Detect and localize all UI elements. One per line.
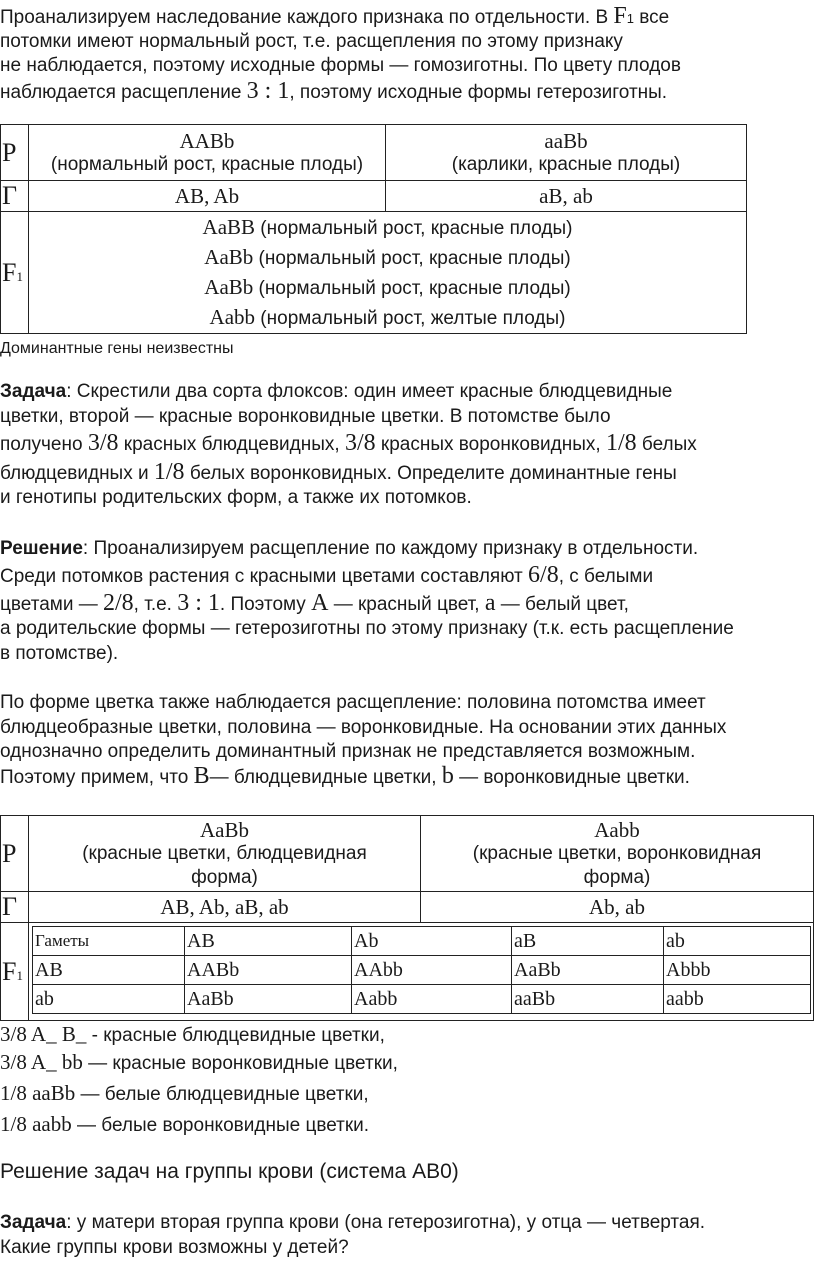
parent-2-cell — [386, 125, 747, 181]
punnett-cell: aaBb — [512, 985, 664, 1014]
solution-line-3: цветами — 2/8, т.е. 3 : 1. Поэтому A — красный цвет, a — белый цвет, — [0, 590, 629, 616]
punnett-header-cell: Гаметы — [33, 927, 185, 956]
punnett-cell: ab — [33, 985, 185, 1014]
parent-1-cell — [29, 816, 421, 892]
form-line-4: Поэтому примем, что B— блюдцевидные цветки, b — воронковидные цветки. — [0, 763, 690, 789]
solution-line-1: Решение: Проанализируем расщепление по каждому признаку в отдельности. — [0, 538, 699, 559]
cross-table-2 — [0, 815, 814, 1021]
parent-1-desc: (нормальный рост, красные плоды) — [50, 153, 364, 175]
task-1-line-1: Задача: Скрестили два сорта флоксов: один имеет красные блюдцевидные — [0, 381, 673, 402]
parent-1-cell — [29, 125, 386, 181]
section-title: Решение задач на группы крови (система AB0) — [0, 1160, 459, 1183]
punnett-header-cell: AB — [185, 927, 352, 956]
punnett-cell: AABb — [185, 956, 352, 985]
table-caption: Доминантные гены неизвестны — [0, 340, 234, 357]
task-2-line-1: Задача: у матери вторая группа крови (она гетерозиготна), у отца — четвертая. — [0, 1212, 706, 1233]
parent-2-desc: (карлики, красные плоды) — [451, 153, 681, 175]
parent-2-desc: (красные цветки, воронковидная форма) — [472, 842, 762, 888]
intro-line-1: Проанализируем наследование каждого признака по отдельности. В F1 все — [0, 3, 670, 29]
solution-line-2: Среди потомков растения с красными цветами составляют 6/8, с белыми — [0, 562, 654, 588]
table-row — [33, 956, 811, 985]
cross-table-1 — [0, 124, 747, 334]
table-row — [33, 927, 811, 956]
offspring-line: Aabb (нормальный рост, желтые плоды) — [209, 304, 566, 329]
punnett-header-cell: ab — [664, 927, 811, 956]
punnett-cell: Aabb — [352, 985, 512, 1014]
parent-2-genotype: Aabb — [594, 817, 640, 842]
result-line: 3/8 A_ bb — красные воронковидные цветки, — [0, 1050, 398, 1074]
intro-line-2: потомки имеют нормальный рост, т.е. расщепления по этому признаку — [0, 31, 623, 52]
task-1-line-2: цветки, второй — красные воронковидные цветки. В потомстве было — [0, 406, 611, 427]
gametes-1: AB, Ab, aB, ab — [29, 892, 421, 923]
form-line-3: однозначно определить доминантный признак не представляется возможным. — [0, 741, 696, 762]
row-label-g: Г — [1, 181, 29, 212]
offspring-line: AaBB (нормальный рост, красные плоды) — [202, 214, 573, 239]
gametes-2: Ab, ab — [421, 892, 814, 923]
solution-line-4: а родительские формы — гетерозиготны по этому признаку (т.к. есть расщепление — [0, 618, 734, 639]
punnett-cell: aabb — [664, 985, 811, 1014]
punnett-header-cell: Ab — [352, 927, 512, 956]
punnett-cell: Abbb — [664, 956, 811, 985]
parent-2-cell — [421, 816, 814, 892]
punnett-cell: AaBb — [185, 985, 352, 1014]
result-line: 3/8 A_ B_ - красные блюдцевидные цветки, — [0, 1022, 385, 1046]
parent-1-genotype: AaBb — [200, 817, 249, 842]
form-line-1: По форме цветка также наблюдается расщепление: половина потомства имеет — [0, 692, 706, 713]
gametes-1: AB, Ab — [29, 181, 386, 212]
math-f: F — [613, 3, 627, 29]
row-label-f1: F1 — [1, 212, 29, 334]
result-line: 1/8 aaBb — белые блюдцевидные цветки, — [0, 1081, 369, 1105]
punnett-cell: AAbb — [352, 956, 512, 985]
parent-2-genotype: aaBb — [544, 128, 588, 153]
offspring-line: AaBb (нормальный рост, красные плоды) — [204, 244, 571, 269]
form-line-2: блюдцеобразные цветки, половина — воронковидные. На основании этих данных — [0, 717, 727, 738]
row-label-f1: F1 — [1, 923, 29, 1021]
punnett-cell: AB — [33, 956, 185, 985]
result-line: 1/8 aabb — белые воронковидные цветки. — [0, 1112, 370, 1136]
punnett-header-cell: aB — [512, 927, 664, 956]
table-row — [33, 985, 811, 1014]
row-label-p: P — [1, 125, 29, 181]
punnett-grid — [32, 926, 811, 1014]
task-1-line-3: получено 3/8 красных блюдцевидных, 3/8 красных воронковидных, 1/8 белых — [0, 430, 697, 456]
task-1-line-4: блюдцевидных и 1/8 белых воронковидных. Определите доминантные гены — [0, 459, 677, 485]
task-2-line-2: Какие группы крови возможны у детей? — [0, 1237, 349, 1258]
gametes-2: aB, ab — [386, 181, 747, 212]
task-1-line-5: и генотипы родительских форм, а также их потомков. — [0, 487, 472, 508]
offspring-cell — [29, 212, 747, 334]
parent-1-desc: (красные цветки, блюдцевидная форма) — [82, 842, 367, 888]
intro-line-4: наблюдается расщепление 3 : 1, поэтому исходные формы гетерозиготны. — [0, 78, 668, 104]
row-label-g: Г — [1, 892, 29, 923]
punnett-cell — [29, 923, 814, 1021]
offspring-line: AaBb (нормальный рост, красные плоды) — [204, 274, 571, 299]
parent-1-genotype: AABb — [179, 128, 235, 153]
row-label-p: P — [1, 816, 29, 892]
solution-line-5: в потомстве). — [0, 643, 119, 664]
intro-line-3: не наблюдается, поэтому исходные формы — гомозиготны. По цвету плодов — [0, 55, 681, 76]
punnett-cell: AaBb — [512, 956, 664, 985]
